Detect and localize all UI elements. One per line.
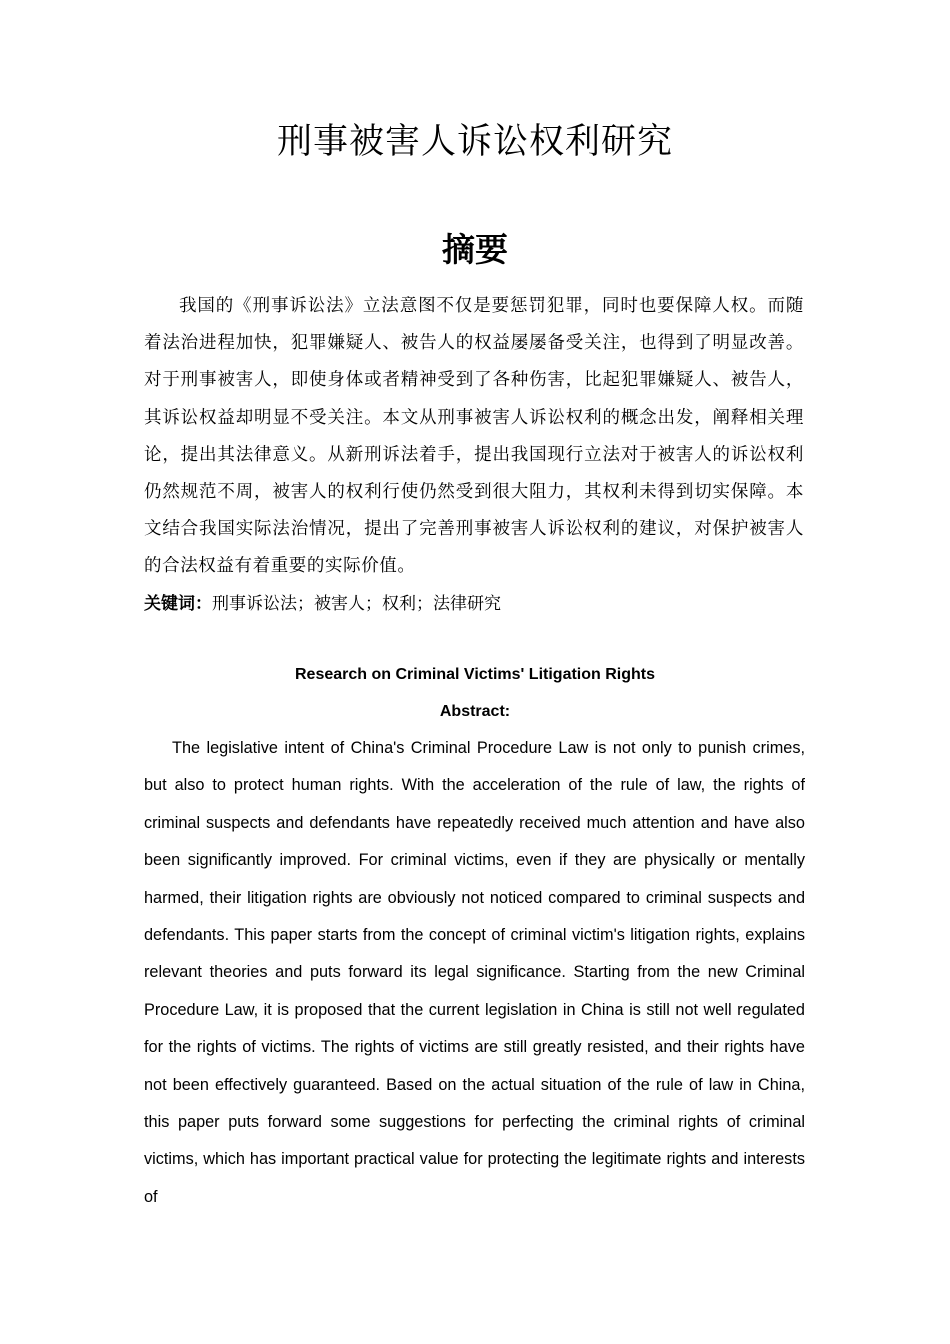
abstract-heading-en: Abstract: <box>439 703 511 720</box>
english-title: Research on Criminal Victims' Litigation Rights <box>294 666 656 683</box>
keywords-label: 关键词： <box>144 594 212 614</box>
abstract-heading-cn: 摘要 <box>442 230 508 269</box>
page-title: 刑事被害人诉讼权利研究 <box>276 122 673 162</box>
keywords-line <box>144 588 804 620</box>
abstract-body-cn: 我国的《刑事诉讼法》立法意图不仅是要惩罚犯罪，同时也要保障人权。而随着法治进程加快，犯罪嫌疑人、被告人的权益屡屡备受关注，也得到了明显改善。对于刑事被害人，即使身体或者精神受到了各种伤害，比起犯罪嫌疑人、被告人，其诉讼权益却明显不受关注。本文从刑事被害人诉讼权利的概念出发，阐释相关理论，提出其法律意义。从新刑诉法着手，提出我国现行立法对于被害人的诉讼权利仍然规范不周，被害人的权利行使仍然受到很大阻力，其权利未得到切实保障。本文结合我国实际法治情况，提出了完善刑事被害人诉讼权利的建议，对保护被害人的合法权益有着重要的实际价值。 <box>144 296 804 577</box>
keywords-text: 刑事诉讼法；被害人；权利；法律研究 <box>212 594 501 614</box>
abstract-body-en: The legislative intent of China's Criminal Procedure Law is not only to punish crimes, but also to protect human rights. With the acceleration of the rule of law, the rights of criminal suspects and defendants have repeatedly received much attention and have also been significantly improved. For criminal victims, even if they are physically or mentally harmed, their litigation rights are obviously not noticed compared to criminal suspects and defendants. This paper starts from the concept of criminal victim's litigation rights, explains relevant theories and puts forward its legal significance. Starting from the new Criminal Procedure Law, it is proposed that the current legislation in China is still not well regulated for the rights of victims. The rights of victims are still greatly resisted, and their rights have not been effectively guaranteed. Based on the actual situation of the rule of law in China, this paper puts forward some suggestions for perfecting the criminal rights of criminal victims, which has important practical value for protecting the legitimate rights and interests of <box>144 739 805 1206</box>
